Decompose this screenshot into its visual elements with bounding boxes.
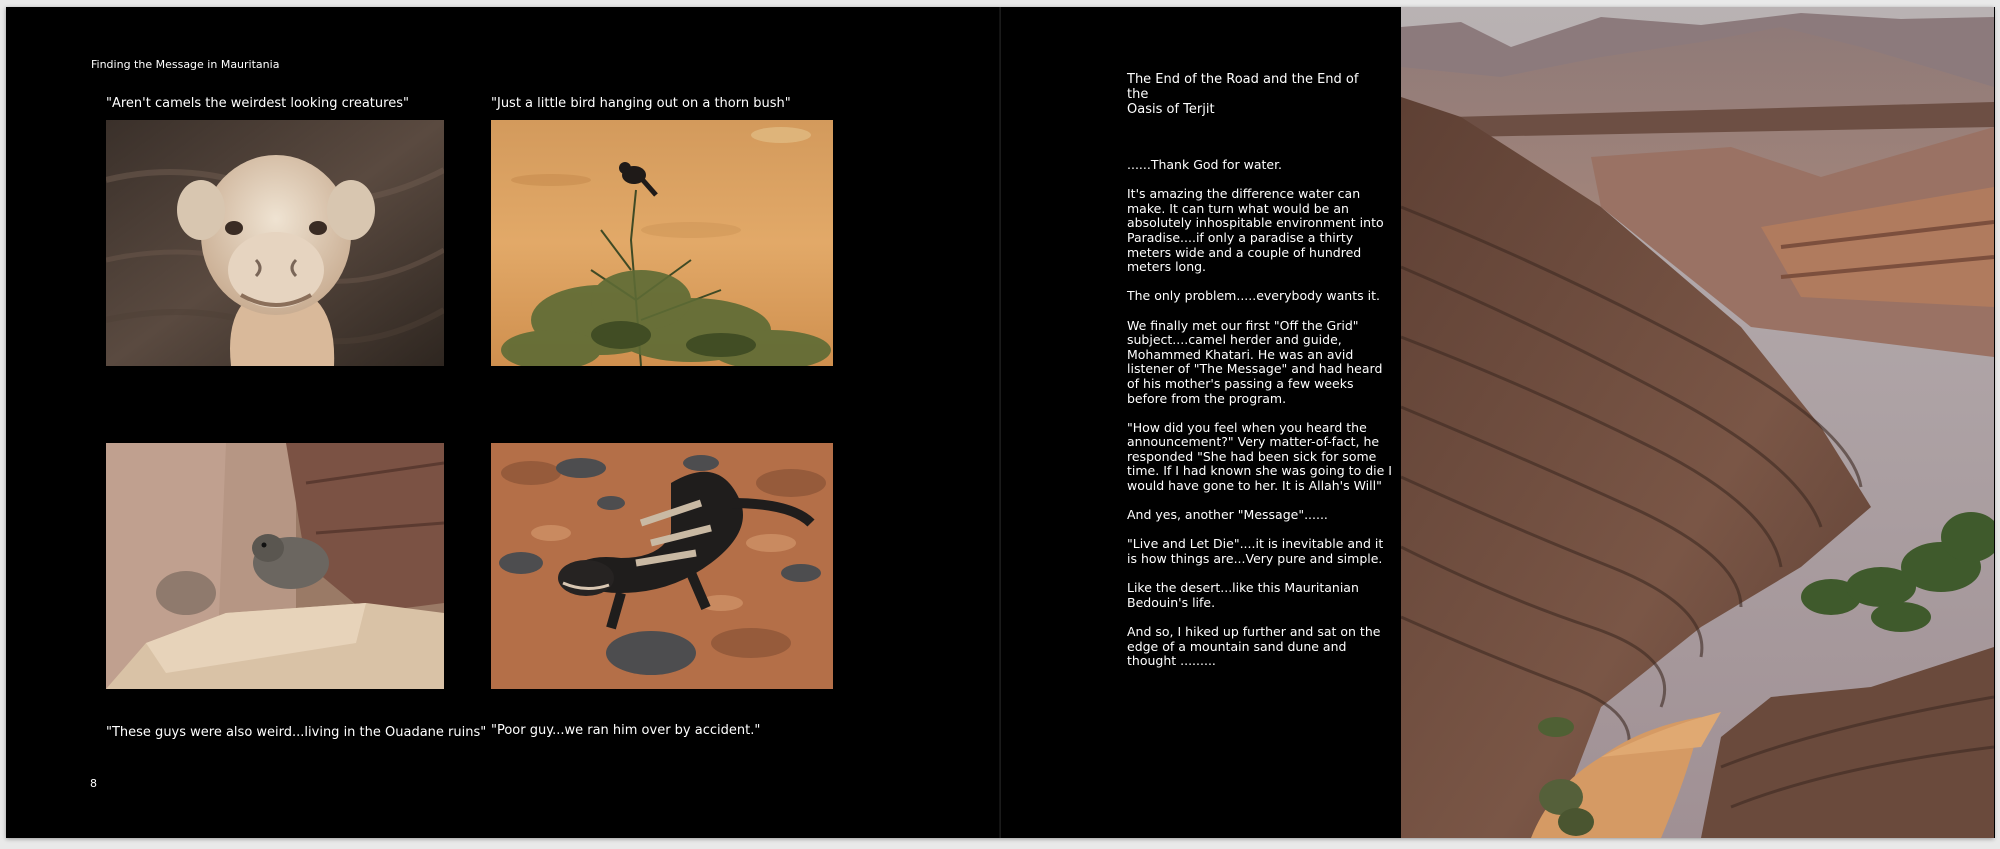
story-paragraph: "Live and Let Die"....it is inevitable and it is how things are...Very pure and simple. — [1127, 536, 1384, 567]
story-body — [1127, 158, 1392, 683]
canyon-photo — [1401, 7, 1994, 838]
caption-lizard: "Poor guy...we ran him over by accident." — [491, 723, 761, 738]
caption-camel: "Aren't camels the weirdest looking creatures" — [106, 96, 409, 111]
caption-bird: "Just a little bird hanging out on a thorn bush" — [491, 96, 791, 111]
story-paragraph: It's amazing the difference water can make. It can turn what would be an absolutely inhospitable environment into Paradise....if only a paradise a thirty meters wide and a couple of hundred meters long. — [1127, 186, 1384, 275]
story-title — [1127, 72, 1377, 117]
story-paragraph: "How did you feel when you heard the announcement?" Very matter-of-fact, he responded "She had been sick for some time. If I had known she was going to die I would have gone to her. It is Allah's Will" — [1127, 419, 1392, 494]
bird-photo — [491, 120, 833, 366]
story-paragraph: Like the desert...like this Mauritanian Bedouin's life. — [1127, 580, 1359, 610]
left-page — [6, 7, 1000, 838]
story-paragraph: The only problem.....everybody wants it. — [1127, 288, 1380, 304]
story-title-line-1: The End of the Road and the End of the — [1127, 72, 1359, 102]
running-header: Finding the Message in Mauritania — [91, 58, 280, 71]
story-paragraph: And yes, another "Message"...... — [1127, 507, 1328, 523]
book-spread — [6, 7, 1994, 838]
caption-hyrax: "These guys were also weird...living in the Ouadane ruins" — [106, 725, 487, 740]
story-paragraph: ......Thank God for water. — [1127, 157, 1283, 172]
story-paragraph: We finally met our first "Off the Grid" subject....camel herder and guide, Mohammed Khatari. He was an avid listener of "The Message" and had heard of his mother's passing a few weeks before from the program. — [1127, 317, 1383, 406]
story-title-line-2: Oasis of Terjit — [1127, 102, 1215, 117]
story-paragraph: And so, I hiked up further and sat on the edge of a mountain sand dune and thought ......... — [1127, 624, 1381, 669]
lizard-photo — [491, 443, 833, 689]
camel-photo — [106, 120, 444, 366]
page-number: 8 — [90, 777, 97, 790]
hyrax-photo — [106, 443, 444, 689]
